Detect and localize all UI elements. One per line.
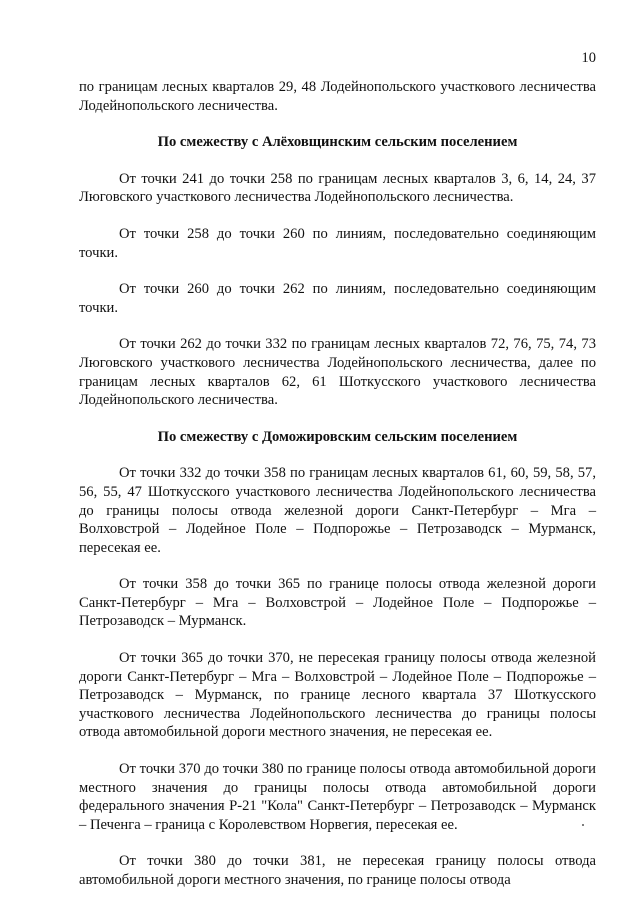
paragraph: От точки 358 до точки 365 по границе полосы отвода железной дороги Санкт-Петербург – Мга – Волховстрой – Лодейное Поле – Подпорожье – Петрозаводск – Мурманск. bbox=[79, 576, 596, 630]
document-body bbox=[79, 78, 596, 890]
paragraph: От точки 262 до точки 332 по границам лесных кварталов 72, 76, 75, 74, 73 Люговского участкового лесничества Лодейнопольского лесничества, далее по границам лесных кварталов 62, 61 Шоткусского участкового лесничества Лодейнопольского лесничества. bbox=[79, 336, 596, 409]
paragraph: От точки 332 до точки 358 по границам лесных кварталов 61, 60, 59, 58, 57, 56, 55, 47 Шоткусского участкового лесничества Лодейнопольского лесничества до границы полосы отвода железной дороги Санкт-Петербург – Мга – Волховстрой – Лодейное Поле – Подпорожье – Петрозаводск – Мурманск, пересекая ее. bbox=[79, 465, 596, 556]
section-heading-domozhirovo: По смежеству с Доможировским сельским поселением bbox=[157, 428, 518, 445]
paragraph: От точки 241 до точки 258 по границам лесных кварталов 3, 6, 14, 24, 37 Люговского участкового лесничества Лодейнопольского лесничества. bbox=[79, 170, 596, 206]
paragraph: От точки 258 до точки 260 по линиям, последовательно соединяющим точки. bbox=[79, 225, 596, 261]
paragraph: От точки 260 до точки 262 по линиям, последовательно соединяющим точки. bbox=[79, 281, 596, 316]
section-heading-alekhovshchina: По смежеству с Алёховщинским сельским поселением bbox=[157, 134, 518, 151]
paragraph: От точки 370 до точки 380 по границе полосы отвода автомобильной дороги местного значения до границы полосы отвода автомобильной дороги федерального значения Р-21 "Кола" Санкт-Петербург – Петрозаводск – Мурманск – Печенга – граница с Королевством Норвегия, пересекая ее. bbox=[79, 761, 596, 833]
scan-speck bbox=[582, 824, 584, 826]
paragraph: От точки 380 до точки 381, не пересекая границу полосы отвода автомобильной дороги местного значения, по границе полосы отвода bbox=[79, 853, 596, 888]
paragraph: От точки 365 до точки 370, не пересекая границу полосы отвода железной дороги Санкт-Петербург – Мга – Волховстрой – Лодейное Поле – Подпорожье – Петрозаводск – Мурманск, по границе лесного квартала 37 Шоткусского участкового лесничества Лодейнопольского лесничества до границы полосы отвода автомобильной дороги местного значения, не пересекая ее. bbox=[79, 650, 596, 741]
paragraph-continuation: по границам лесных кварталов 29, 48 Лодейнопольского участкового лесничества Лодейнопольского лесничества. bbox=[79, 79, 596, 114]
page-number: 10 bbox=[581, 50, 596, 66]
